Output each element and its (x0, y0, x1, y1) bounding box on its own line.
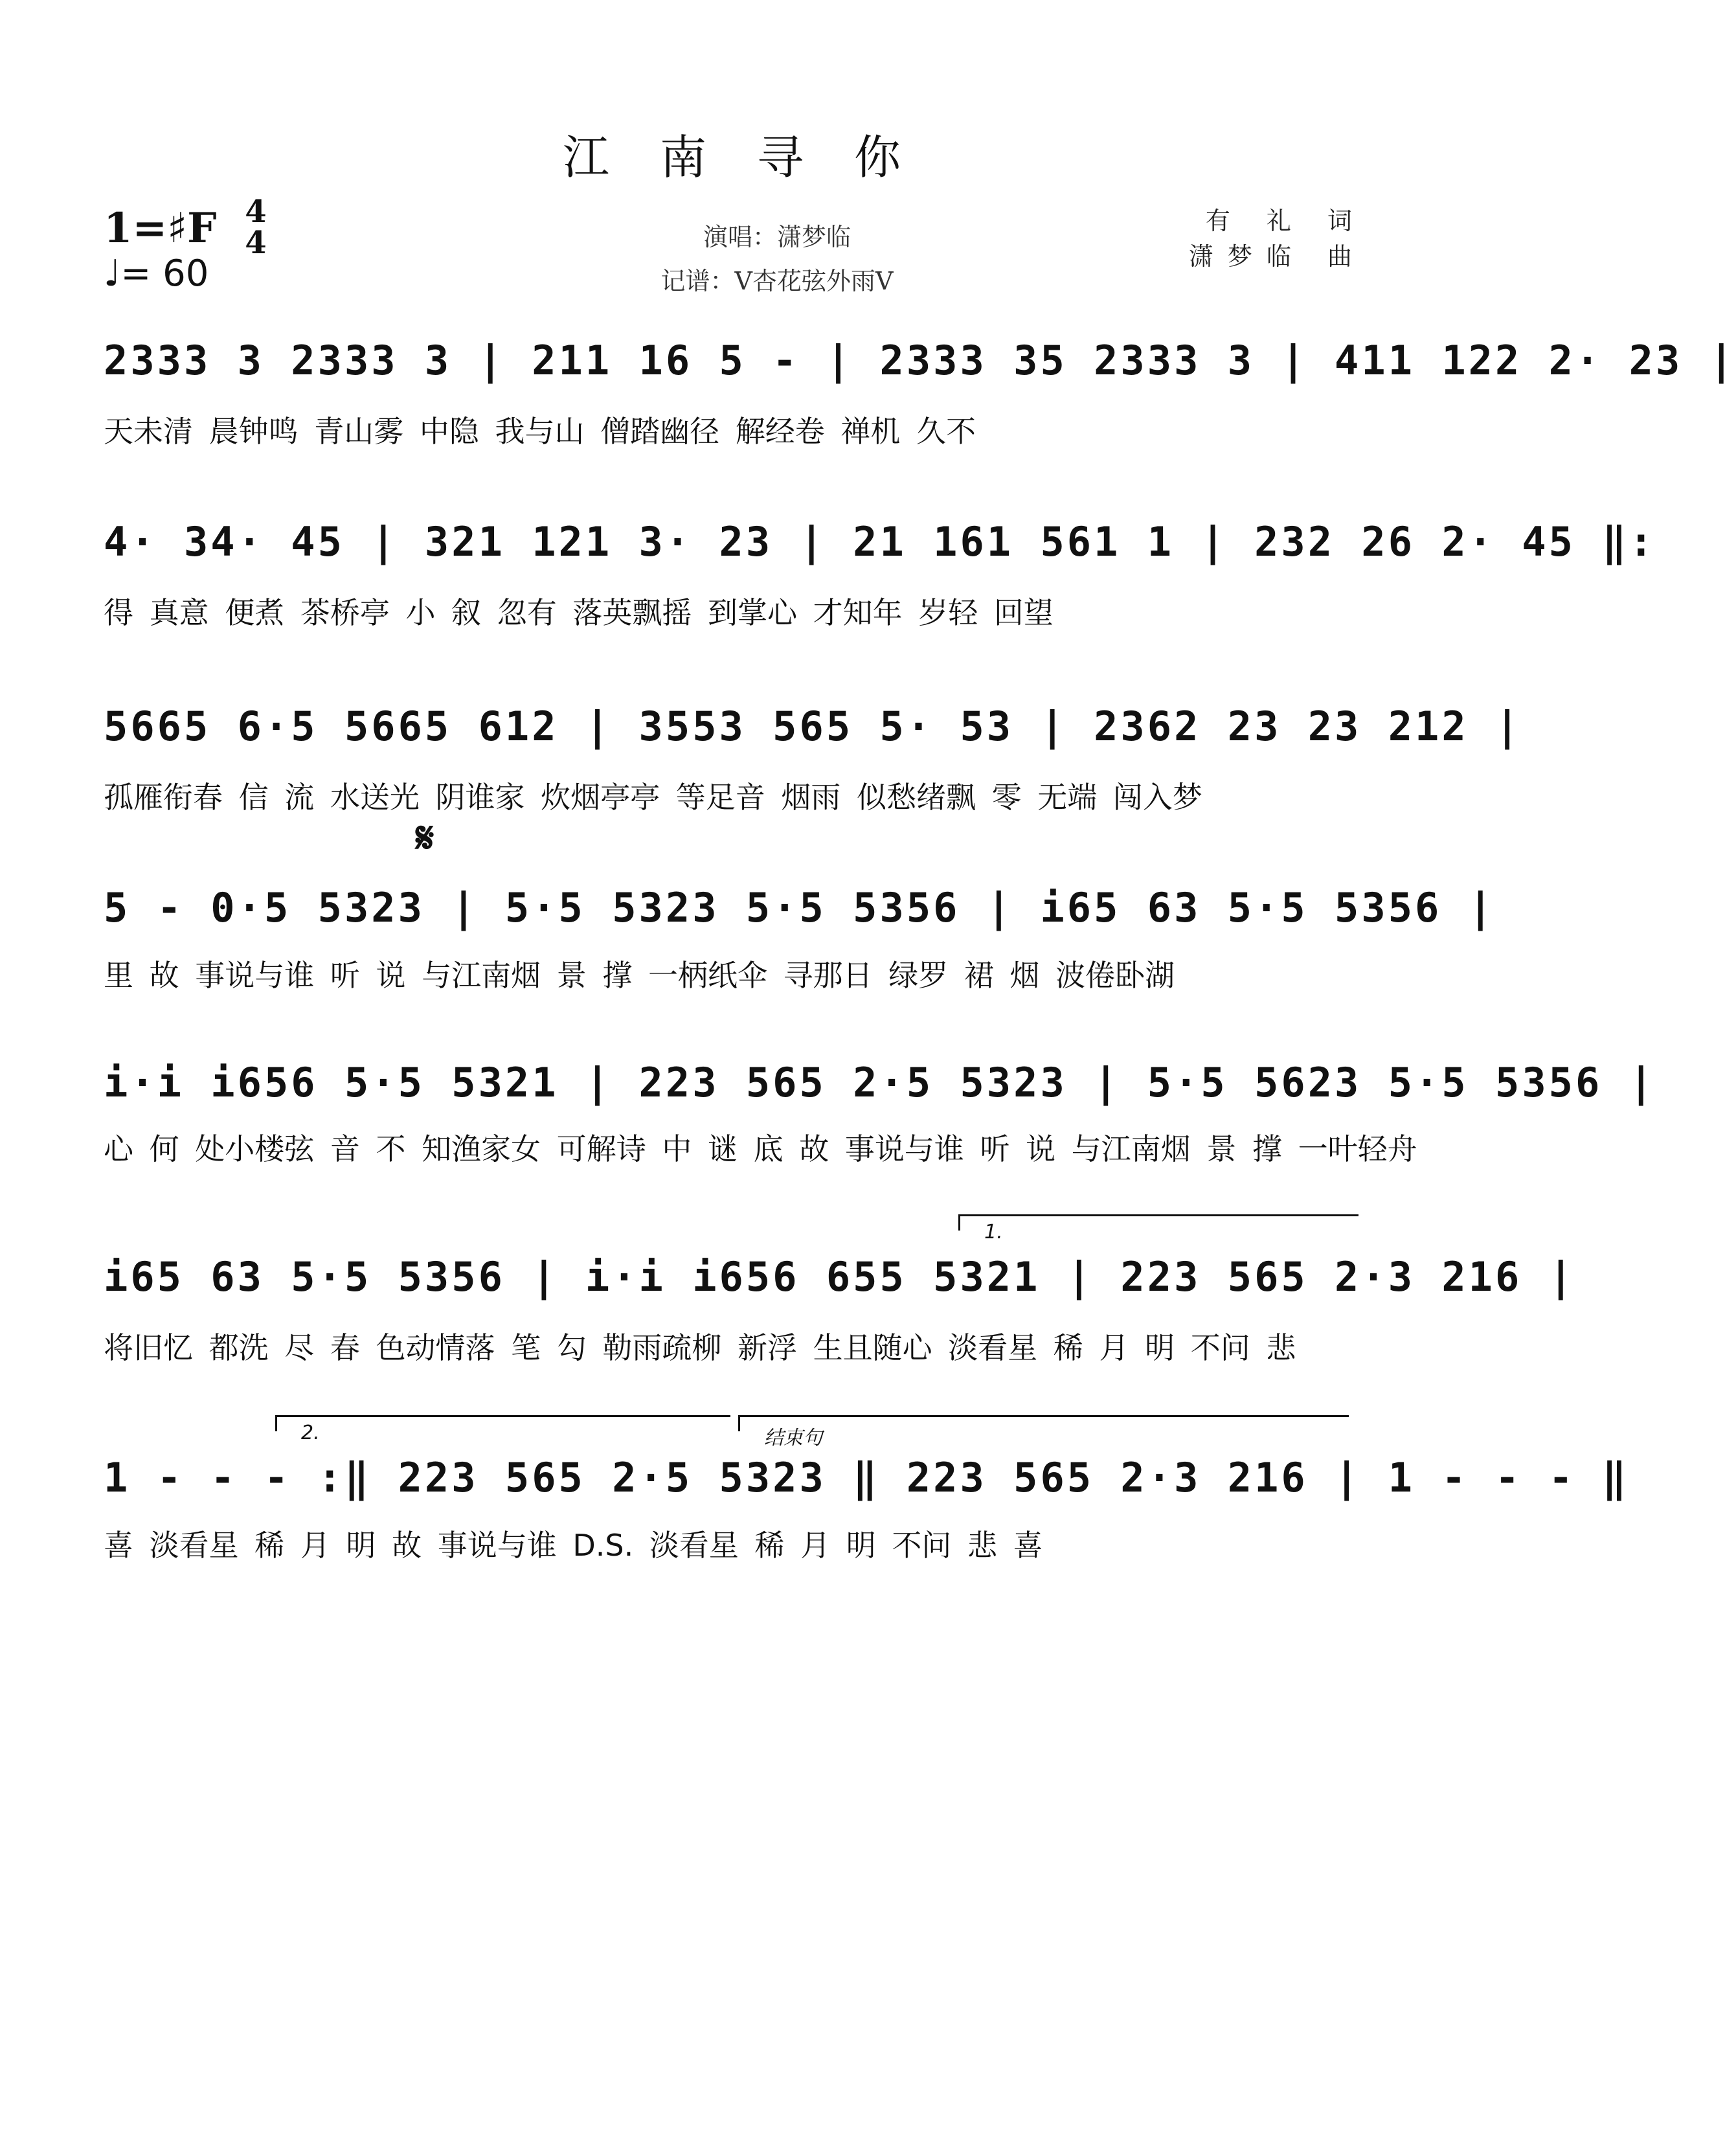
ending-bracket (738, 1415, 1349, 1431)
singer-credit: 演唱：潇梦临 (703, 223, 851, 251)
lyrics-row-7: 喜 淡看星 稀 月 明 故 事说与谁 D.S. 淡看星 稀 月 明 不问 悲 喜 (104, 1528, 1043, 1563)
transcriber-credit: 记谱：V杏花弦外雨V (660, 267, 894, 295)
volta-first-label: 1. (984, 1221, 1003, 1243)
notation-row-5: i·i i656 5·5 5321 | 223 565 2·5 5323 | 5·5 5623 5·5 5356 | (104, 1059, 1656, 1106)
lyrics-row-5: 心 何 处小楼弦 音 不 知渔家女 可解诗 中 谜 底 故 事说与谁 听 说 与江南烟 景 撑 一叶轻舟 (104, 1131, 1417, 1166)
notation-row-3: 5665 6·5 5665 612 | 3553 565 5· 53 | 2362 23 23 212 | (104, 703, 1522, 750)
volta-second-bracket (275, 1415, 730, 1431)
lyrics-row-2: 得 真意 便煮 茶桥亭 小 叙 忽有 落英飘摇 到掌心 才知年 岁轻 回望 (104, 595, 1054, 630)
volta-first-bracket (958, 1214, 1358, 1231)
segno-sign: 𝄋 (416, 813, 434, 863)
volta-second-label: 2. (301, 1422, 320, 1444)
tempo-marking: ♩= 60 (104, 253, 209, 295)
notation-row-1: 2333 3 2333 3 | 211 16 5 - | 2333 35 2333 3 | 411 122 2· 23 | (104, 337, 1736, 384)
lyricist-credit: 有 礼 词 (1205, 207, 1366, 235)
notation-row-7: 1 - - - :‖ 223 565 2·5 5323 ‖ 223 565 2·3 216 | 1 - - - ‖ (104, 1454, 1629, 1501)
ending-label: 结束句 (764, 1427, 822, 1449)
notation-row-4: 5 - 0·5 5323 | 5·5 5323 5·5 5356 | i65 63 5·5 5356 | (104, 884, 1496, 931)
notation-row-2: 4· 34· 45 | 321 121 3· 23 | 21 161 561 1 | 232 26 2· 45 ‖: (104, 518, 1656, 565)
lyrics-row-1: 天未清 晨钟鸣 青山雾 中隐 我与山 僧踏幽径 解经卷 禅机 久不 (104, 414, 976, 449)
lyrics-row-3: 孤雁衔春 信 流 水送光 阴谁家 炊烟亭亭 等足音 烟雨 似愁绪飘 零 无端 闯入梦 (104, 780, 1202, 815)
notation-row-6: i65 63 5·5 5356 | i·i i656 655 5321 | 223 565 2·3 216 | (104, 1253, 1575, 1300)
composer-credit: 潇梦临 曲 (1188, 242, 1366, 271)
time-signature (240, 194, 272, 261)
song-title: 江南寻你 (562, 130, 951, 185)
time-sig-bottom: 4 (245, 225, 267, 261)
lyrics-row-4: 里 故 事说与谁 听 说 与江南烟 景 撑 一柄纸伞 寻那日 绿罗 裙 烟 波倦卧湖 (104, 958, 1175, 993)
time-sig-top: 4 (245, 194, 267, 230)
key-signature: 1=♯F (104, 204, 217, 253)
lyrics-row-6: 将旧忆 都洗 尽 春 色动情落 笔 勾 勒雨疏柳 新浮 生且随心 淡看星 稀 月 明 不问 悲 (104, 1330, 1296, 1365)
